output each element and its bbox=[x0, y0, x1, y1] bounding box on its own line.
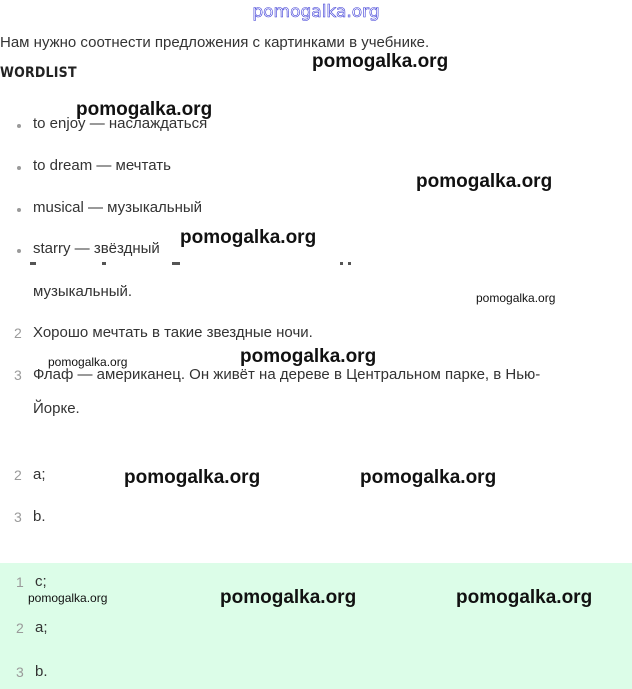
bullet-icon bbox=[17, 208, 21, 212]
translation-line: Флаф — американец. Он живёт на дереве в Центральном парке, в Нью- bbox=[33, 366, 541, 383]
translation-line: Хорошо мечтать в такие звездные ночи. bbox=[33, 324, 313, 341]
answer-text: a; bbox=[33, 466, 46, 483]
list-number: 2 bbox=[14, 325, 22, 341]
watermark: pomogalka.org bbox=[48, 355, 128, 369]
answer-text: c; bbox=[35, 573, 47, 590]
watermark: pomogalka.org bbox=[220, 587, 357, 608]
watermark: pomogalka.org bbox=[476, 291, 556, 305]
answer-number: 3 bbox=[14, 509, 22, 525]
watermark: pomogalka.org bbox=[76, 99, 213, 120]
answer-number: 2 bbox=[16, 620, 24, 636]
translation-line: музыкальный. bbox=[33, 283, 133, 300]
answer-text: b. bbox=[33, 508, 46, 525]
bullet-icon bbox=[17, 124, 21, 128]
watermark: pomogalka.org bbox=[240, 346, 377, 367]
translation-line: Йорке. bbox=[33, 400, 80, 417]
cut-off-text-fragment bbox=[30, 262, 390, 266]
wordlist-title: WORDLIST bbox=[0, 65, 77, 81]
wordlist-item: musical — музыкальный bbox=[33, 199, 203, 216]
watermark: pomogalka.org bbox=[28, 591, 108, 605]
list-number: 3 bbox=[14, 367, 22, 383]
bullet-icon bbox=[17, 249, 21, 253]
answer-number: 1 bbox=[16, 574, 24, 590]
answer-text: b. bbox=[35, 663, 48, 680]
wordlist-item: to enjoy — наслаждаться bbox=[33, 115, 208, 132]
watermark: pomogalka.org bbox=[416, 171, 553, 192]
watermark: pomogalka.org bbox=[312, 51, 449, 72]
site-logo[interactable]: pomogalka.org bbox=[252, 2, 380, 22]
answer-number: 3 bbox=[16, 664, 24, 680]
intro-text: Нам нужно соотнести предложения с картинками в учебнике. bbox=[0, 34, 430, 51]
answers-panel bbox=[0, 563, 632, 689]
bullet-icon bbox=[17, 166, 21, 170]
answer-text: a; bbox=[35, 619, 48, 636]
watermark: pomogalka.org bbox=[456, 587, 593, 608]
wordlist-item: to dream — мечтать bbox=[33, 157, 171, 174]
watermark: pomogalka.org bbox=[180, 227, 317, 248]
watermark: pomogalka.org bbox=[360, 467, 497, 488]
wordlist-item: starry — звёздный bbox=[33, 240, 160, 257]
watermark: pomogalka.org bbox=[124, 467, 261, 488]
answer-number: 2 bbox=[14, 467, 22, 483]
